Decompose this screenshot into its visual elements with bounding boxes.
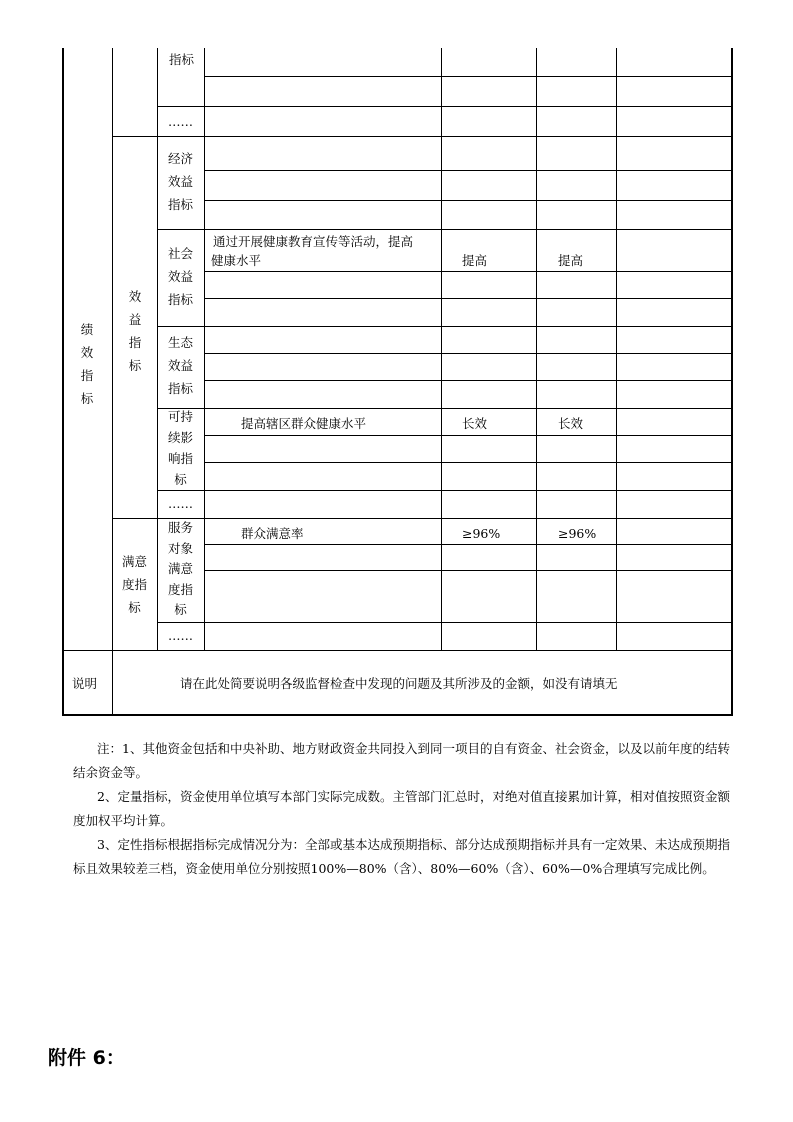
col-line bbox=[616, 48, 617, 650]
social-target: 提高 bbox=[462, 253, 488, 268]
row-line bbox=[204, 353, 731, 354]
sustain-actual: 长效 bbox=[558, 416, 584, 431]
row-line bbox=[204, 170, 731, 171]
col-line bbox=[441, 48, 442, 650]
row-line bbox=[157, 229, 731, 230]
note-item: 2、定量指标，资金使用单位填写本部门实际完成数。主管部门汇总时，对绝对值直接累加计算，相对值按照资金额度加权平均计算。 bbox=[73, 789, 730, 828]
sustain-content: 提高辖区群众健康水平 bbox=[241, 416, 367, 431]
note-item: 3、定性指标根据指标完成情况分为：全部或基本达成预期指标、部分达成预期指标并具有一定效果、未达成预期指标且效果较差三档，资金使用单位分别按照100%—80%（含）、80%—60%（含）、60%—0%合理填写完成比例。 bbox=[73, 837, 730, 876]
service-content: 群众满意率 bbox=[241, 526, 304, 541]
row-line bbox=[204, 380, 731, 381]
col-line bbox=[536, 48, 537, 650]
service-actual: ≥96% bbox=[558, 526, 597, 541]
row-line bbox=[204, 200, 731, 201]
row-line bbox=[157, 326, 731, 327]
row-line bbox=[112, 518, 731, 519]
service-satisfaction-label: 服务 对象 满意 度指 标 bbox=[167, 520, 193, 617]
col-line bbox=[204, 48, 205, 650]
row-line bbox=[157, 408, 731, 409]
social-content-line1: 通过开展健康教育宣传等活动，提高 bbox=[213, 234, 414, 249]
sustainable-impact-label: 可持 续影 响指 标 bbox=[167, 409, 193, 487]
table-border-left bbox=[62, 48, 64, 715]
row-line bbox=[204, 435, 731, 436]
row-line bbox=[204, 462, 731, 463]
row-line bbox=[112, 136, 731, 137]
social-benefit-label: 社会 效益 指标 bbox=[167, 246, 193, 307]
explain-text: 请在此处简要说明各级监督检查中发现的问题及其所涉及的金额，如没有请填无 bbox=[180, 676, 618, 691]
social-actual: 提高 bbox=[558, 253, 584, 268]
sustain-target: 长效 bbox=[462, 416, 488, 431]
social-content-line2: 健康水平 bbox=[211, 253, 262, 268]
note-item: 注：1、其他资金包括和中央补助、地方财政资金共同投入到同一项目的自有资金、社会资金，以及以前年度的结转结余资金等。 bbox=[73, 741, 730, 780]
notes bbox=[73, 737, 733, 881]
group-benefit-indicator: 效 益 指 标 bbox=[128, 289, 142, 373]
economic-benefit-label: 经济 效益 指标 bbox=[167, 151, 193, 212]
row-line bbox=[157, 106, 731, 107]
continued-indicator-label: 指标 bbox=[169, 52, 195, 67]
ellipsis: …… bbox=[168, 628, 193, 643]
service-target: ≥96% bbox=[462, 526, 501, 541]
group-satisfaction-indicator: 满意 度指 标 bbox=[121, 554, 147, 615]
row-line bbox=[62, 650, 731, 651]
row-line bbox=[157, 622, 731, 623]
row-line bbox=[204, 271, 731, 272]
ellipsis: …… bbox=[168, 114, 193, 129]
attachment-heading: 附件 6： bbox=[48, 1047, 125, 1069]
category-performance-indicator: 绩 效 指 标 bbox=[80, 322, 94, 406]
table-border-right bbox=[731, 48, 733, 715]
explain-label: 说明 bbox=[72, 676, 98, 691]
table-border-bottom bbox=[62, 714, 733, 716]
row-line bbox=[204, 76, 731, 77]
row-line bbox=[204, 298, 731, 299]
row-line bbox=[204, 544, 731, 545]
row-line bbox=[157, 490, 731, 491]
row-line bbox=[204, 570, 731, 571]
ecological-benefit-label: 生态 效益 指标 bbox=[167, 335, 193, 396]
ellipsis: …… bbox=[168, 496, 193, 511]
